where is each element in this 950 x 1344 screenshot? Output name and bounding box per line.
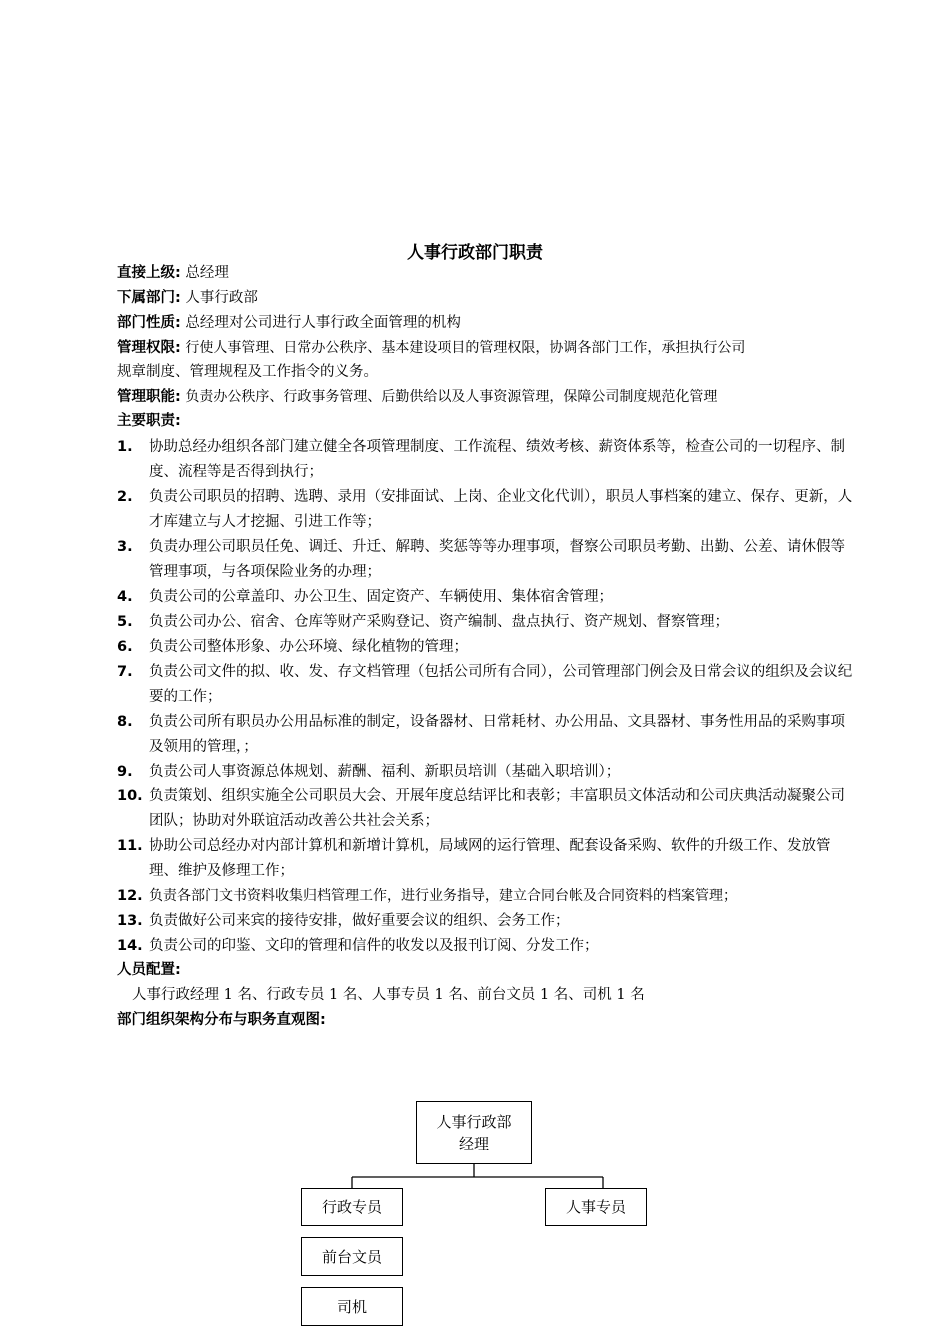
org-heading: 部门组织架构分布与职务直观图: xyxy=(117,1012,326,1028)
staffing-heading: 人员配置: xyxy=(117,962,181,978)
duty-number: 11. xyxy=(117,838,143,854)
field-label: 管理职能: xyxy=(117,389,181,405)
duty-number: 9. xyxy=(117,764,133,780)
duty-number: 6. xyxy=(117,639,133,655)
duty-number: 1. xyxy=(117,439,133,455)
duty-number: 13. xyxy=(117,913,143,929)
duty-text: 负责公司文件的拟、收、发、存文档管理（包括公司所有合同），公司管理部门例会及日常会议的组织及会议纪要的工作； xyxy=(149,664,853,705)
duty-text: 负责办理公司职员任免、调迁、升迁、解聘、奖惩等等办理事项，督察公司职员考勤、出勤、公差、请休假等管理事项，与各项保险业务的办理； xyxy=(149,539,845,580)
org-box-driver xyxy=(301,1287,403,1326)
duty-text: 负责公司职员的招聘、选聘、录用（安排面试、上岗、企业文化代训），职员人事档案的建立、保存、更新，人才库建立与人才挖掘、引进工作等； xyxy=(149,489,853,530)
field-value: 总经理对公司进行人事行政全面管理的机构 xyxy=(185,315,461,331)
field-value: 总经理 xyxy=(185,265,229,281)
duty-text: 负责公司所有职员办公用品标准的制定，设备器材、日常耗材、办公用品、文具器材、事务性用品的采购事项及领用的管理，； xyxy=(149,714,845,755)
field-value: 行使人事管理、日常办公秩序、基本建设项目的管理权限，协调各部门工作，承担执行公司 xyxy=(185,340,746,356)
org-box-label: 行政专员 xyxy=(321,1198,382,1216)
org-box-label: 经理 xyxy=(458,1134,489,1153)
org-box-label: 司机 xyxy=(336,1297,367,1316)
org-box-hr-specialist xyxy=(545,1188,647,1226)
duty-number: 8. xyxy=(117,714,133,730)
org-box-admin-specialist xyxy=(301,1188,403,1226)
field-value: 人事行政部 xyxy=(185,290,258,306)
duty-text: 负责公司人事资源总体规划、薪酬、福利、新职员培训（基础入职培训）； xyxy=(149,764,621,780)
field-label: 下属部门: xyxy=(117,290,181,306)
duties-heading: 主要职责: xyxy=(117,413,181,429)
field-authority-cont: 规章制度、管理规程及工作指令的义务。 xyxy=(117,364,378,380)
field-label: 直接上级: xyxy=(117,265,181,281)
duty-text: 负责公司办公、宿舍、仓库等财产采购登记、资产编制、盘点执行、资产规划、督察管理； xyxy=(149,614,729,630)
duty-text: 负责策划、组织实施全公司职员大会、开展年度总结评比和表彰；丰富职员文体活动和公司庆典活动凝聚公司团队；协助对外联谊活动改善公共社会关系； xyxy=(149,788,845,829)
duty-number: 5. xyxy=(117,614,133,630)
field-label: 部门性质: xyxy=(117,315,181,331)
org-box-label: 前台文员 xyxy=(321,1247,382,1266)
duty-number: 10. xyxy=(117,788,143,804)
duty-number: 7. xyxy=(117,664,133,680)
org-box-manager xyxy=(416,1101,532,1164)
field-value: 负责办公秩序、行政事务管理、后勤供给以及人事资源管理，保障公司制度规范化管理 xyxy=(185,389,718,405)
org-box-label: 人事专员 xyxy=(565,1198,626,1216)
duty-number: 3. xyxy=(117,539,133,555)
duty-number: 4. xyxy=(117,589,133,605)
duty-text: 负责公司整体形象、办公环境、绿化植物的管理； xyxy=(149,639,468,655)
field-label: 管理权限: xyxy=(117,340,181,356)
duty-number: 2. xyxy=(117,489,133,505)
duty-text: 负责公司的印鉴、文印的管理和信件的收发以及报刊订阅、分发工作； xyxy=(149,938,599,954)
org-box-reception xyxy=(301,1237,403,1276)
duty-number: 12. xyxy=(117,888,143,904)
duty-text: 负责各部门文书资料收集归档管理工作，进行业务指导，建立合同台帐及合同资料的档案管理； xyxy=(149,888,737,904)
duty-number: 14. xyxy=(117,938,143,954)
duty-text: 负责做好公司来宾的接待安排，做好重要会议的组织、会务工作； xyxy=(149,913,570,929)
staffing-text: 人事行政经理 1 名、行政专员 1 名、人事专员 1 名、前台文员 1 名、司机 1 名 xyxy=(132,987,645,1003)
org-box-label: 人事行政部 xyxy=(436,1112,512,1131)
duty-text: 协助总经办组织各部门建立健全各项管理制度、工作流程、绩效考核、薪资体系等，检查公司的一切程序、制度、流程等是否得到执行； xyxy=(149,439,845,480)
document-title: 人事行政部门职责 xyxy=(407,243,543,263)
duty-text: 协助公司总经办对内部计算机和新增计算机，局域网的运行管理、配套设备采购、软件的升级工作、发放管理、维护及修理工作； xyxy=(149,838,831,879)
duty-text: 负责公司的公章盖印、办公卫生、固定资产、车辆使用、集体宿舍管理； xyxy=(149,589,613,605)
